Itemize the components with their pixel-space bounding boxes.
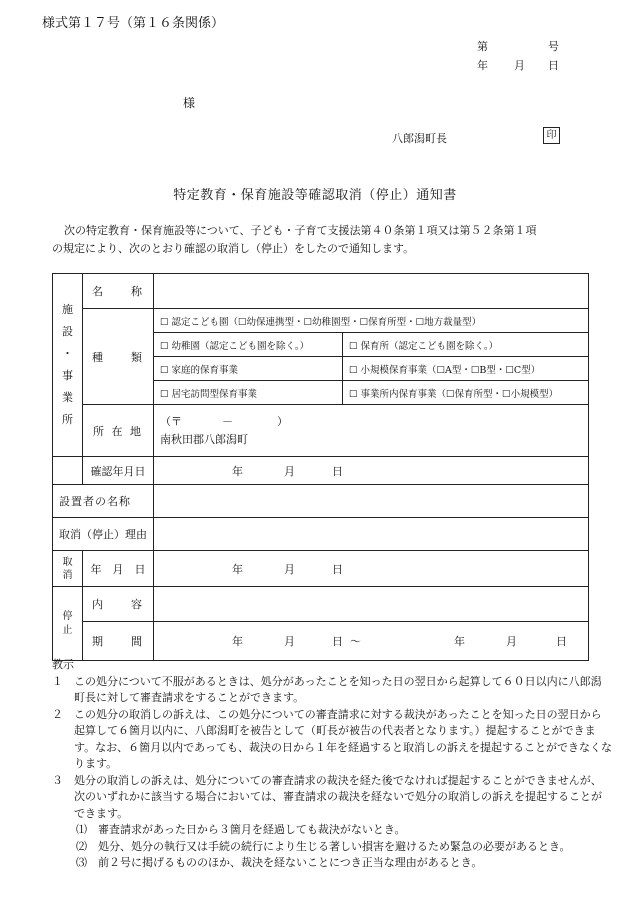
issue-day: 日 [548,59,559,72]
document-title: 特定教育・保育施設等確認取消（停止）通知書 [173,188,457,203]
facility-group-label: 施 設 ・ 事 業 所 [53,274,83,457]
content-value[interactable] [154,587,589,622]
intro-text [52,222,592,258]
notice-subitem: ⑵ 処分、処分の執行又は手続の続行により生じる著しい損害を避けるため緊急の必要があるとき。 [76,839,571,853]
type-hoikusho[interactable]: ☐ 保育所（認定こども園を除く。） [343,333,589,357]
name-value[interactable] [154,274,589,309]
reason-label: 取消（停止）理由 [53,518,154,551]
content-label: 内 容 [83,587,154,622]
form-number: 様式第１７号（第１６条関係） [42,16,225,31]
cancel-group-label: 取 消 [53,551,83,587]
address-value[interactable] [154,405,589,457]
establisher-label: 設置者の名称 [53,485,154,518]
appeal-notice [52,657,612,872]
name-label: 名 称 [83,274,154,309]
cancel-date-value[interactable]: 年 月 日 [154,551,589,587]
issue-month: 月 [514,59,525,72]
type-jigyosho[interactable]: ☐ 事業所内保育事業（☐保育所型・☐小規模型） [343,381,589,405]
notice-subitem: ⑴ 審査請求があった日から３箇月を経過しても裁決がないとき。 [76,823,406,836]
doc-no-prefix: 第 [477,40,488,53]
period-label: 期 間 [83,622,154,661]
intro-line: 次の特定教育・保育施設等について、子ども・子育て支援法第４０条第１項又は第５２条第１項 [64,224,537,237]
notice-heading: 教示 [52,658,74,671]
document-number [477,38,559,54]
sender: 八郎潟町長 [392,132,447,145]
intro-line: の規定により、次のとおり確認の取消し（停止）をしたので通知します。 [52,242,415,255]
notice-item: ３ 処分の取消しの訴えは、処分についての審査請求の裁決を経た後でなければ提起することができませんが、次のいずれかに該当する場合においては、審査請求の裁決を経ないで処分の取消しの訴えを提起することができます。 [52,773,602,820]
type-kyotaku[interactable]: ☐ 居宅訪問型保育事業 [154,381,343,405]
addressee: 様 [183,96,196,110]
doc-no-suffix: 号 [548,40,559,53]
seal-mark: 印 [543,127,560,144]
address-text: 南秋田郡八郎潟町 [160,432,248,446]
stop-group-label: 停 止 [53,587,83,661]
notice-item: ２ この処分の取消しの訴えは、この処分についての審査請求に対する裁決があったことを知った日の翌日から起算して６箇月以内に、八郎潟町を被告として（町長が被告の代表者となります。）提起することができます。なお、６箇月以内であっても、裁決の日から１年を経過すると取消しの訴えを提起することができなくなります。 [52,707,613,770]
confirm-date-value[interactable]: 年 月 日 [154,457,589,485]
confirm-date-label: 確認年月日 [83,457,154,485]
cancel-date-label: 年 月 日 [83,551,154,587]
establisher-value[interactable] [154,485,589,518]
address-label: 所 在 地 [83,405,154,457]
type-shokibo[interactable]: ☐ 小規模保育事業（☐A型・☐B型・☐C型） [343,357,589,381]
reason-value[interactable] [154,518,589,551]
type-label: 種 類 [83,309,154,405]
notice-item: １ この処分について不服があるときは、処分があったことを知った日の翌日から起算して６０日以内に八郎潟町長に対して審査請求をすることができます。 [52,674,602,704]
period-value[interactable]: 年 月 日 ～ 年 月 日 [154,622,589,661]
type-yochien[interactable]: ☐ 幼稚園（認定こども園を除く。） [154,333,343,357]
type-katei[interactable]: ☐ 家庭的保育事業 [154,357,343,381]
issue-year: 年 [477,59,488,72]
type-nintei-kodomoen[interactable]: ☐ 認定こども園（☐幼保連携型・☐幼稚園型・☐保育所型・☐地方裁量型） [154,309,589,333]
postal-code: （〒 － ） [160,414,288,428]
notice-table [52,273,589,661]
notice-subitem: ⑶ 前２号に掲げるもののほか、裁決を経ないことにつき正当な理由があるとき。 [76,856,483,869]
